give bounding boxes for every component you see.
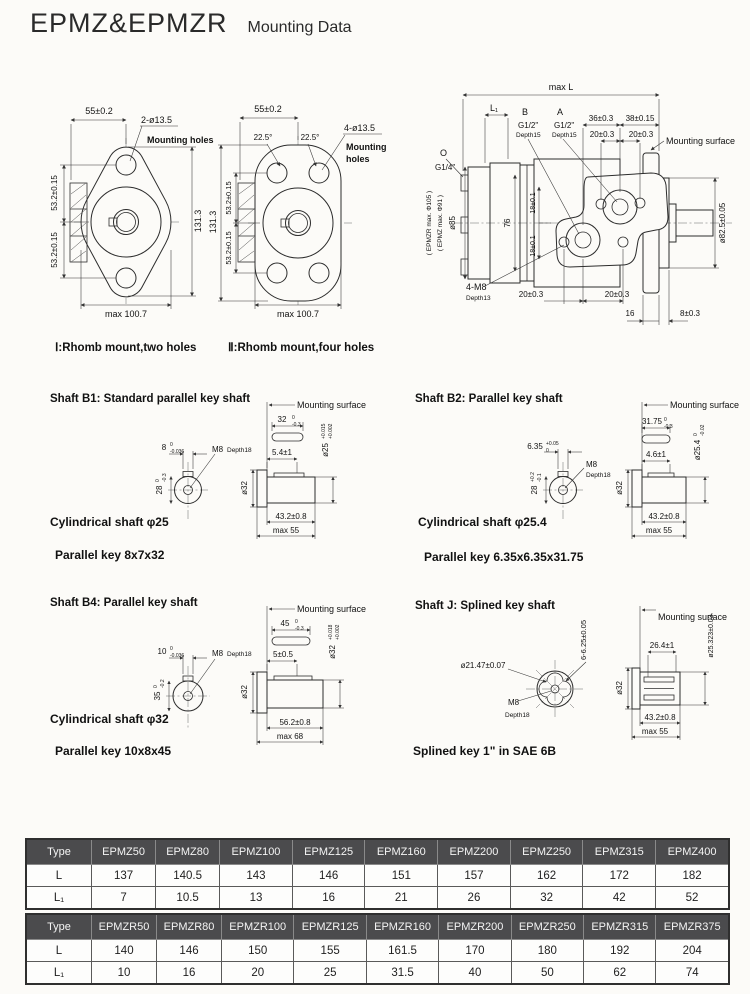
dim-key-length: 31.75 [641,417,663,426]
table-header-cell: EPMZ250 [510,839,583,865]
table-row [26,940,729,962]
dim-hub-tol-bot: -0.1 [537,473,543,482]
dim-cell: 16 [157,962,222,985]
drawing-shaft-j [408,592,750,752]
dim-cell: 50 [511,962,583,985]
table-header-cell: Type [26,914,92,940]
table-header-cell: EPMZ200 [438,839,511,865]
dim-cell: 10 [92,962,157,985]
dim-cell: 52 [656,887,729,910]
table-header-cell: EPMZR315 [584,914,656,940]
dim-holes: 2-ø13.5 [141,115,173,125]
bolt-depth: Depth13 [466,295,491,302]
shaft-b1-title: Shaft B1: Standard parallel key shaft [50,393,251,405]
dim-key-width: 10 [157,647,167,656]
shaft-b2-title: Shaft B2: Parallel key shaft [415,393,563,405]
dim-hub-tol-bot: -0.3 [162,473,168,482]
dim-holes: 4-ø13.5 [344,123,376,133]
shaft-b4-title: Shaft B4: Parallel key shaft [50,597,198,609]
thread-depth: Depth18 [227,651,252,658]
dim-cell: 137 [92,865,156,887]
dim-key-length-tol-top: 0 [295,619,298,625]
dim-20-top-b: 20±0.3 [628,130,654,139]
table-header-cell: EPMZ160 [365,839,438,865]
dim-20-bot-b: 20±0.3 [604,290,630,299]
dim-key-length: 45 [280,619,290,628]
shaft-b4-caption1: Cylindrical shaft φ32 [50,712,169,726]
dim-key-width-tol-top: +0.05 [546,441,559,447]
dim-shaft-dia-tol-bot: -0.02 [700,424,706,436]
caption-two-holes: Ⅰ:Rhomb mount,two holes [55,342,197,354]
table-header-cell: EPMZ125 [292,839,365,865]
drawing-shaft-b4 [45,592,390,752]
dim-cell: 150 [222,940,294,962]
dim-hub-tol-top: 0 [153,685,159,688]
dim-key-length: 32 [277,415,287,424]
dim-pilot-dia: ø82.5±0.05 [718,202,727,244]
thread-depth: Depth18 [505,712,530,719]
dim-cell: 146 [157,940,222,962]
table-header-cell: EPMZR80 [157,914,222,940]
dim-cell: 140 [92,940,157,962]
dim-cell: 7 [92,887,156,910]
dim-18-b: 18±0.1 [530,235,537,257]
port-a-thread: G1/2" [554,121,575,130]
dim-key-width: 8 [161,443,167,452]
shaft-b1-caption2: Parallel key 8x7x32 [55,548,165,562]
dim-key-width-tol-top: 0 [170,646,173,652]
table-header-cell: EPMZR200 [439,914,511,940]
dim-cell: 25 [294,962,366,985]
dim-spline-length: 26.4±1 [649,641,675,650]
dim-cell: 20 [222,962,294,985]
dim-table-epmzr [25,913,730,985]
dim-side-upper: 53.2±0.15 [50,175,59,211]
dim-shaft-dia: ø25 [321,443,330,457]
dim-key-offset: 4.6±1 [646,450,666,459]
thread-depth: Depth18 [227,447,252,454]
mounting-surface-label: Mounting surface [670,400,740,410]
row-label: L [26,940,92,962]
dim-cell: 170 [439,940,511,962]
dim-cell: 161.5 [366,940,438,962]
table-row [26,865,729,887]
dim-bottom-width: max 100.7 [276,309,320,319]
dim-cell: 42 [583,887,656,910]
dim-shaft-dia: ø32 [328,645,337,659]
dim-cell: 182 [656,865,729,887]
dim-max-l: max L [548,82,574,92]
dim-cell: 180 [511,940,583,962]
port-b-depth: Depth15 [516,132,541,139]
dim-cell: 155 [294,940,366,962]
dim-max-length: max 55 [641,727,669,736]
dim-cell: 26 [438,887,511,910]
dim-key-offset: 5.4±1 [272,448,292,457]
dim-side-lower: 53.2±0.15 [50,232,59,268]
thread-spec: M8 [212,445,224,454]
dim-76: 76 [503,218,512,228]
dim-flange-dia: ø32 [615,481,624,495]
dim-flange-dia: ø32 [240,481,249,495]
dim-cell: 32 [510,887,583,910]
dim-key-width-tol-top: 0 [170,442,173,448]
dim-cell: 31.5 [366,962,438,985]
table-header-cell: EPMZR100 [222,914,294,940]
thread-spec: M8 [212,649,224,658]
dim-18-a: 18±0.1 [530,192,537,214]
dim-cell: 157 [438,865,511,887]
dim-spline-od: ø21.47±0.07 [460,661,506,670]
dim-cell: 146 [292,865,365,887]
dim-85: ø85 [448,216,457,230]
row-label: L₁ [26,962,92,985]
table-header-cell: EPMZ100 [220,839,293,865]
port-a-label: A [557,107,564,117]
dim-angle-right: 22.5° [300,133,320,142]
dim-cell: 172 [583,865,656,887]
dim-length: 43.2±0.8 [275,512,307,521]
shaft-b2-caption2: Parallel key 6.35x6.35x31.75 [424,550,584,564]
epmzr-max-dia: ( EPMZR max. Φ105 ) [426,190,433,256]
shaft-b2-caption1: Cylindrical shaft φ25.4 [418,515,547,529]
caption-four-holes: Ⅱ:Rhomb mount,four holes [228,342,375,354]
table-header-cell: EPMZ80 [156,839,220,865]
drawing-rhomb-mount-two-holes [30,82,230,344]
dim-height: 131.3 [208,210,218,234]
table-header-cell: EPMZR160 [366,914,438,940]
dim-cell: 13 [220,887,293,910]
dim-cell: 62 [584,962,656,985]
dim-cell: 40 [439,962,511,985]
dim-key-length-tol-bot: -0.3 [295,626,304,632]
row-label: L₁ [26,887,92,910]
dim-key-length-tol-bot: -0.3 [664,424,673,430]
dim-hub-tol-top: 0 [155,479,161,482]
mounting-holes-label-2: holes [346,154,370,164]
dim-hub: 28 [155,485,164,495]
table-header-cell: EPMZ400 [656,839,729,865]
dim-length: 43.2±0.8 [644,713,676,722]
dim-flange-dia: ø32 [240,685,249,699]
dim-height: 131.3 [193,209,203,233]
dim-hub: 35 [153,691,162,701]
dim-top-width: 55±0.2 [254,104,282,114]
thread-depth: Depth18 [586,472,611,479]
table-header-cell: EPMZR250 [511,914,583,940]
table-row [26,887,729,910]
table-header-cell: Type [26,839,92,865]
dim-flange-dia: ø32 [615,681,624,695]
dim-cell: 151 [365,865,438,887]
dim-side-lower: 53.2±0.15 [224,231,233,265]
dim-cell: 74 [656,962,729,985]
port-b-thread: G1/2" [518,121,539,130]
dim-key-width-tol-bot: -0.036 [170,449,185,455]
table-header-cell: EPMZ50 [92,839,156,865]
dim-cell: 204 [656,940,729,962]
row-label: L [26,865,92,887]
mounting-surface-label: Mounting surface [297,400,367,410]
mounting-holes-label: Mounting holes [147,135,214,145]
dim-shaft-dia-tol-top: +0.018 [328,624,334,640]
dim-l1: L₁ [489,103,499,113]
dim-20-top-a: 20±0.3 [589,130,615,139]
dim-top-width: 55±0.2 [85,106,113,116]
dim-key-offset: 5±0.5 [273,650,293,659]
dim-key-width-tol-bot: -0.036 [170,653,185,659]
dim-cell: 162 [510,865,583,887]
dim-36: 36±0.3 [588,114,614,123]
dim-hub-tol-top: +0.2 [530,472,536,482]
shaft-j-title: Shaft J: Splined key shaft [415,600,555,612]
dim-cell: 21 [365,887,438,910]
table-header-cell: EPMZ315 [583,839,656,865]
dim-20-bot-a: 20±0.3 [518,290,544,299]
dim-cell: 140.5 [156,865,220,887]
dim-spline-teeth: 6-6.25±0.05 [579,620,588,660]
dim-38: 38±0.15 [625,114,655,123]
dim-cell: 10.5 [156,887,220,910]
table-header-cell: EPMZR375 [656,914,729,940]
drawing-rhomb-mount-four-holes [210,82,410,344]
dim-shaft-dia-tol-top: 0 [693,433,699,436]
mounting-holes-label-1: Mounting [346,142,387,152]
dim-shaft-dia-tol-bot: +0.002 [335,624,341,640]
dim-max-length: max 55 [272,526,300,535]
dim-max-length: max 68 [276,732,304,741]
dim-bottom-width: max 100.7 [104,309,148,319]
mounting-surface-label: Mounting surface [658,612,728,622]
dim-max-length: max 55 [645,526,673,535]
port-plate [556,173,668,267]
port-b-label: B [522,107,529,117]
dim-table-epmz [25,838,730,910]
dim-shaft-dia: ø25.4 [693,439,702,461]
dim-key-length-tol-top: 0 [664,417,667,423]
table-header-cell: EPMZR125 [294,914,366,940]
page-header [30,8,352,39]
bolt-spec: 4-M8 [466,282,487,292]
epmz-max-dia: ( EPMZ max. Φ91 ) [437,194,444,252]
port-a-depth: Depth15 [552,132,577,139]
page-subtitle: Mounting Data [247,19,352,36]
mounting-surface-label: Mounting surface [666,136,736,146]
dim-cell: 16 [292,887,365,910]
page-title: EPMZ&EPMZR [30,8,228,38]
shaft-b4-caption2: Parallel key 10x8x45 [55,744,172,758]
dim-key-width: 6.35 [527,442,543,451]
dim-hub-tol-bot: -0.2 [160,679,166,688]
dim-shaft-dia-tol-top: +0.015 [321,423,327,439]
dim-key-length-tol-bot: -0.3 [292,422,301,428]
dim-key-length-tol-top: 0 [292,415,295,421]
dim-length: 56.2±0.8 [279,718,311,727]
table-row [26,962,729,985]
thread-spec: M8 [508,698,520,707]
dim-cell: 143 [220,865,293,887]
dim-length: 43.2±0.8 [648,512,680,521]
dim-key-width-tol-bot: 0 [546,448,549,454]
drawing-side-view [418,73,750,343]
drain-thread: G1/4" [435,163,456,172]
table-header-cell: EPMZR50 [92,914,157,940]
mounting-surface-label: Mounting surface [297,604,367,614]
dim-shaft-dia-tol-bot: +0.002 [328,423,334,439]
shaft-b1-caption1: Cylindrical shaft φ25 [50,515,169,529]
dim-pilot-dia: ø25.323±0.03 [708,614,715,658]
dim-cell: 192 [584,940,656,962]
dim-side-upper: 53.2±0.15 [224,181,233,215]
dimension-tables [25,838,730,988]
flange-outline [81,147,171,297]
dim-angle-left: 22.5° [253,133,273,142]
thread-spec: M8 [586,460,598,469]
dim-hub: 28 [530,485,539,495]
dim-8: 8±0.3 [680,309,700,318]
drain-o-label: O [440,148,448,158]
shaft-j-caption2: Splined key 1" in SAE 6B [413,744,557,758]
dim-16: 16 [625,309,635,318]
